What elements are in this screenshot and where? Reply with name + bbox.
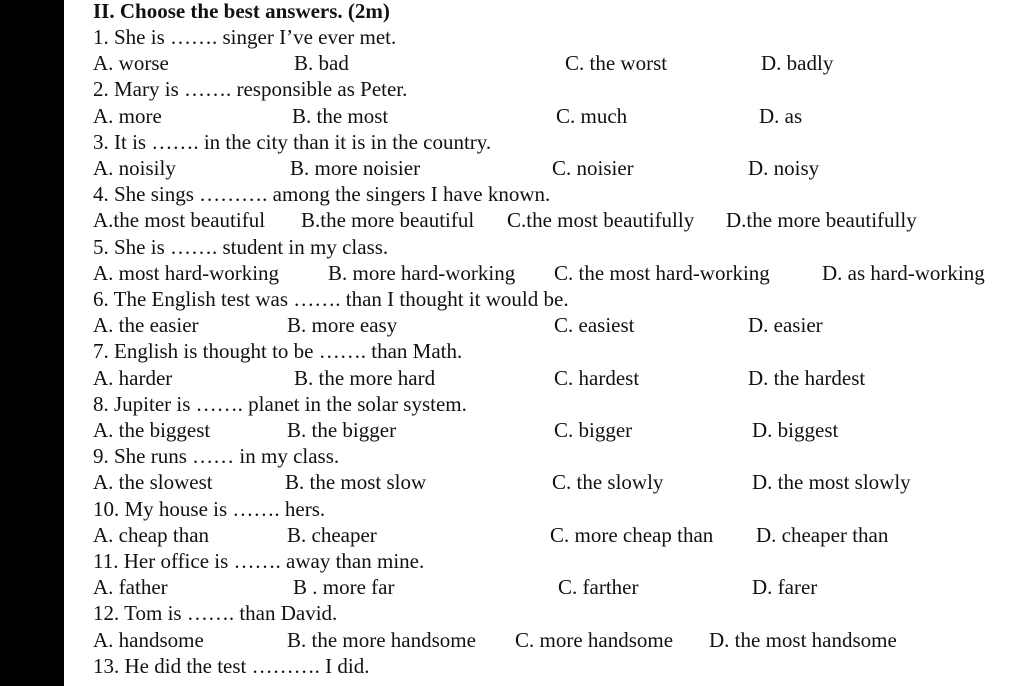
answer-option-a[interactable]: A. the easier [93, 313, 199, 338]
question-stem: 6. The English test was ……. than I thought it would be. [93, 287, 569, 311]
answer-option-a[interactable]: A. worse [93, 51, 169, 76]
answer-option-d[interactable]: D. farer [752, 575, 818, 600]
answer-options [64, 207, 1024, 233]
question-stem: 13. He did the test ………. I did. [93, 653, 370, 678]
answer-option-b[interactable]: B. more noisier [290, 156, 421, 180]
question-stem: 4. She sings ………. among the singers I have known. [93, 182, 551, 207]
question-stem: 2. Mary is ……. responsible as Peter. [93, 77, 408, 102]
question-stem: 5. She is ……. student in my class. [93, 234, 389, 259]
answer-option-c[interactable]: C. much [556, 103, 628, 128]
answer-options [64, 50, 1024, 76]
answer-options [64, 312, 1024, 338]
answer-option-d[interactable]: D. noisy [748, 156, 820, 180]
question-stem: 10. My house is ……. hers. [93, 496, 326, 521]
answer-option-b[interactable]: B. cheaper [287, 522, 377, 547]
question-stem: 8. Jupiter is ……. planet in the solar system. [93, 391, 467, 416]
answer-option-a[interactable]: A. most hard-working [93, 260, 280, 285]
answer-option-c[interactable]: C.the most beautifully [507, 208, 695, 233]
answer-option-d[interactable]: D. as hard-working [822, 260, 985, 285]
answer-option-b[interactable]: B. the more handsome [287, 627, 476, 652]
answer-option-c[interactable]: C. bigger [554, 418, 633, 442]
question-stem: 3. It is ……. in the city than it is in the country. [93, 129, 492, 154]
answer-option-c[interactable]: C. the most hard-working [554, 260, 770, 285]
answer-option-c[interactable]: C. hardest [554, 365, 640, 390]
question-stem: 12. Tom is ……. than David. [93, 601, 338, 626]
answer-option-d[interactable]: D. as [759, 103, 803, 128]
question-stem: 9. She runs …… in my class. [93, 444, 340, 469]
answer-option-d[interactable]: D. the most handsome [709, 627, 897, 652]
answer-option-b[interactable]: B. the bigger [287, 418, 397, 442]
answer-option-b[interactable]: B. the more hard [294, 365, 436, 390]
answer-option-b[interactable]: B. more hard-working [328, 260, 516, 285]
answer-option-b[interactable]: B.the more beautiful [301, 208, 475, 233]
answer-option-a[interactable]: A.the most beautiful [93, 208, 266, 233]
answer-options [64, 103, 1024, 129]
answer-option-a[interactable]: A. handsome [93, 627, 204, 652]
answer-option-a[interactable]: A. the biggest [93, 418, 211, 442]
answer-option-d[interactable]: D.the more beautifully [726, 208, 917, 233]
answer-option-c[interactable]: C. easiest [554, 313, 635, 338]
answer-option-a[interactable]: A. father [93, 575, 168, 600]
section-title: II. Choose the best answers. (2m) [93, 0, 390, 23]
worksheet-page [64, 0, 1024, 686]
answer-options [64, 627, 1024, 653]
question-stem: 7. English is thought to be ……. than Math. [93, 339, 463, 364]
answer-option-a[interactable]: A. cheap than [93, 522, 210, 547]
answer-option-b[interactable]: B. bad [294, 51, 349, 76]
answer-option-c[interactable]: C. more cheap than [550, 522, 714, 547]
answer-option-c[interactable]: C. farther [558, 575, 639, 600]
answer-options [64, 522, 1024, 548]
answer-option-a[interactable]: A. more [93, 103, 162, 128]
answer-option-d[interactable]: D. the most slowly [752, 470, 911, 495]
answer-options [64, 574, 1024, 600]
answer-options [64, 417, 1024, 443]
answer-options [64, 155, 1024, 181]
answer-option-a[interactable]: A. noisily [93, 156, 176, 180]
answer-option-d[interactable]: D. badly [761, 51, 834, 76]
answer-option-c[interactable]: C. the slowly [552, 470, 664, 495]
answer-option-c[interactable]: C. noisier [552, 156, 634, 180]
answer-option-c[interactable]: C. more handsome [515, 627, 674, 652]
answer-options [64, 469, 1024, 495]
answer-option-b[interactable]: B. the most slow [285, 470, 427, 495]
answer-option-d[interactable]: D. easier [748, 313, 823, 338]
answer-option-c[interactable]: C. the worst [565, 51, 668, 76]
answer-option-d[interactable]: D. biggest [752, 418, 839, 442]
question-stem: 11. Her office is ……. away than mine. [93, 549, 425, 573]
answer-option-d[interactable]: D. the hardest [748, 365, 866, 390]
answer-option-a[interactable]: A. the slowest [93, 470, 213, 495]
answer-option-d[interactable]: D. cheaper than [756, 522, 889, 547]
answer-option-b[interactable]: B. the most [292, 103, 389, 128]
answer-option-b[interactable]: B. more easy [287, 313, 398, 338]
answer-options [64, 260, 1024, 286]
answer-options [64, 365, 1024, 391]
answer-option-a[interactable]: A. harder [93, 365, 173, 390]
answer-option-b[interactable]: B . more far [293, 575, 395, 600]
question-stem: 1. She is ……. singer I’ve ever met. [93, 25, 397, 49]
